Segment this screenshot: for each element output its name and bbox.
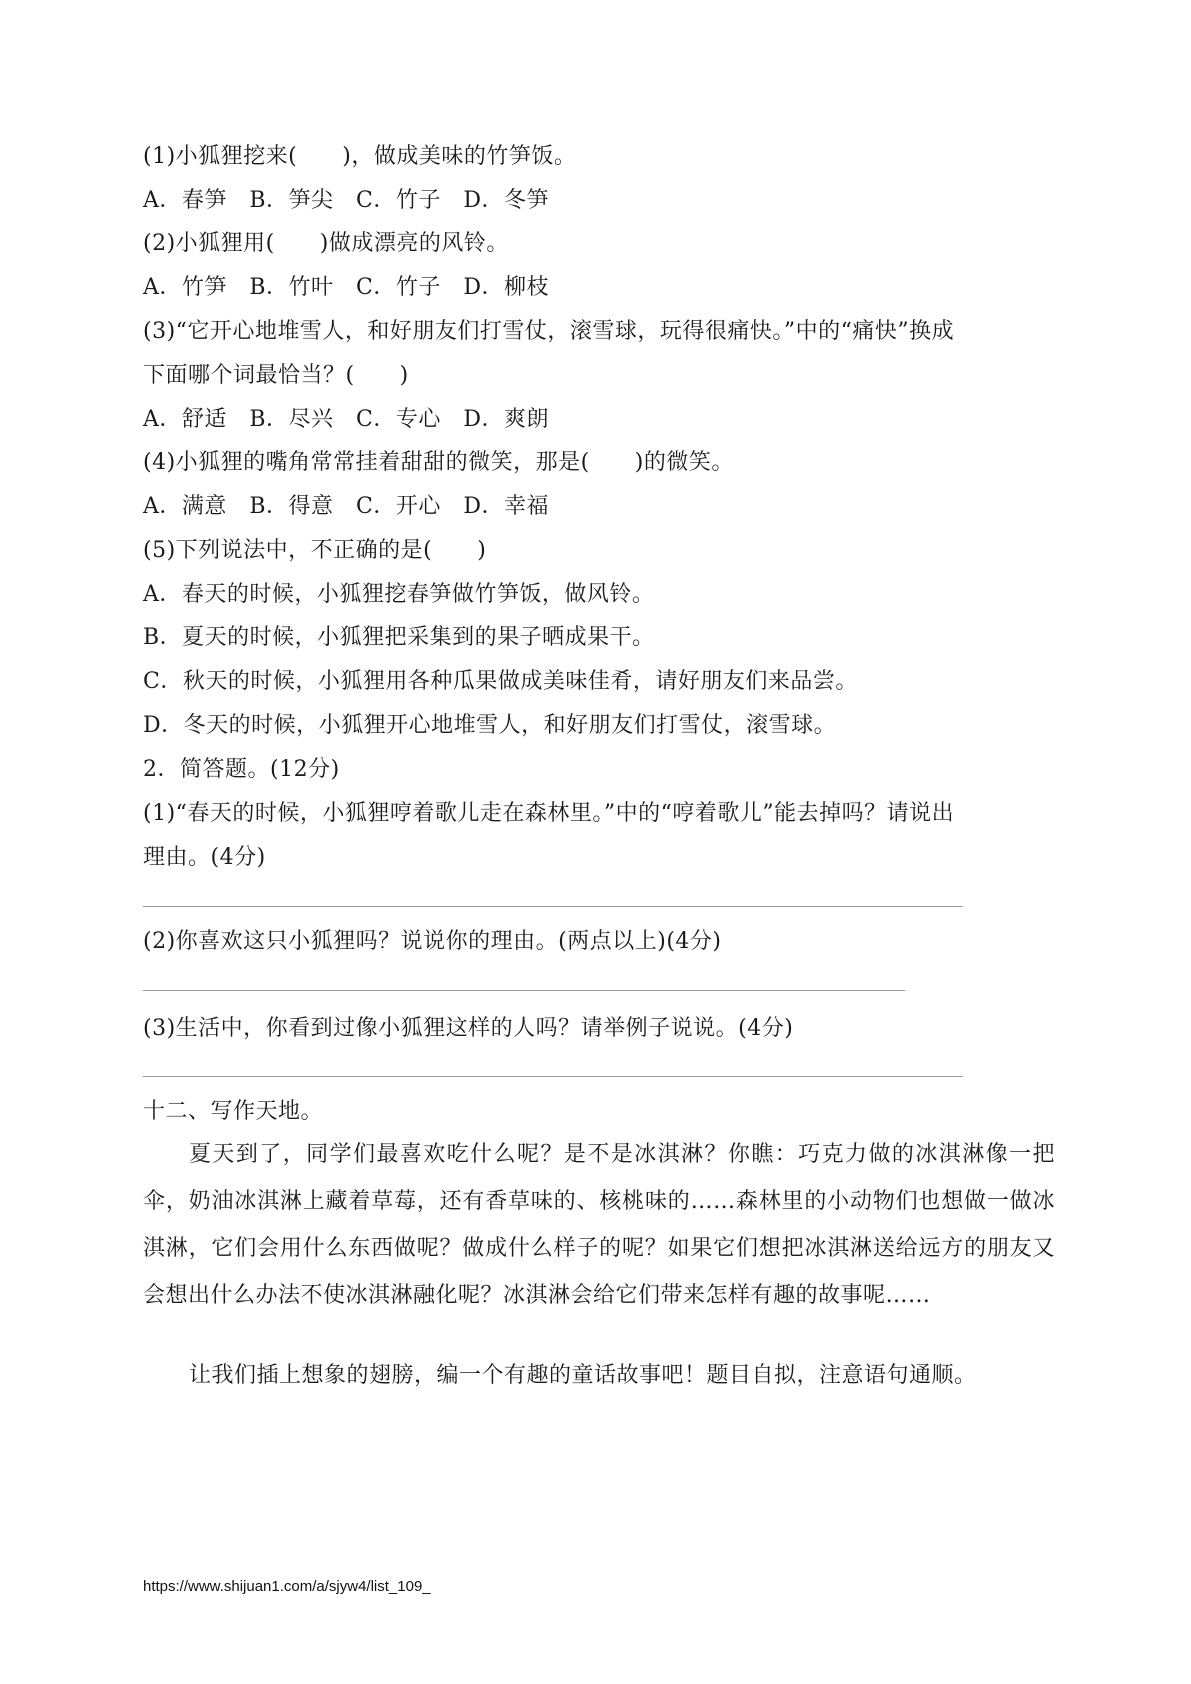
q5-option-d: D．冬天的时候，小狐狸开心地堆雪人，和好朋友们打雪仗，滚雪球。	[143, 713, 837, 738]
q1-options: A．春笋 B．笋尖 C．竹子 D．冬笋	[143, 188, 550, 213]
q2-options: A．竹笋 B．竹叶 C．竹子 D．柳枝	[143, 275, 550, 300]
q2-stem: (2)小狐狸用( )做成漂亮的风铃。	[143, 231, 509, 256]
answer-line-1[interactable]	[143, 906, 963, 907]
short-answer-item1-line1: (1)“春天的时候，小狐狸哼着歌儿走在森林里。”中的“哼着歌儿”能去掉吗？请说出	[143, 801, 955, 826]
answer-line-3[interactable]	[143, 1076, 963, 1077]
answer-line-2[interactable]	[143, 990, 905, 991]
q1-stem: (1)小狐狸挖来( )，做成美味的竹笋饭。	[143, 144, 577, 169]
q3-stem-line2: 下面哪个词最恰当？( )	[143, 363, 409, 388]
q4-stem: (4)小狐狸的嘴角常常挂着甜甜的微笑，那是( )的微笑。	[143, 450, 734, 475]
short-answer-item3: (3)生活中，你看到过像小狐狸这样的人吗？请举例子说说。(4分)	[143, 1016, 794, 1041]
footer-url[interactable]: https://www.shijuan1.com/a/sjyw4/list_109_	[143, 1578, 431, 1595]
q3-options: A．舒适 B．尽兴 C．专心 D．爽朗	[143, 407, 550, 432]
short-answer-item2: (2)你喜欢这只小狐狸吗？说说你的理由。(两点以上)(4分)	[143, 929, 722, 954]
q5-option-b: B．夏天的时候，小狐狸把采集到的果子晒成果干。	[143, 625, 655, 650]
writing-paragraph-2: 让我们插上想象的翅膀，编一个有趣的童话故事吧！题目自拟，注意语句通顺。	[189, 1363, 977, 1388]
q5-option-c: C．秋天的时候，小狐狸用各种瓜果做成美味佳肴，请好朋友们来品尝。	[143, 669, 858, 694]
q5-option-a: A．春天的时候，小狐狸挖春笋做竹笋饭，做风铃。	[143, 582, 655, 607]
writing-paragraph-1: 夏天到了，同学们最喜欢吃什么呢？是不是冰淇淋？你瞧：巧克力做的冰淇淋像一把伞，奶油冰淇淋上藏着草莓，还有香草味的、核桃味的……森林里的小动物们也想做一做冰淇淋，它们会用什么东西做呢？做成什么样子的呢？如果它们想把冰淇淋送给远方的朋友又会想出什么办法不使冰淇淋融化呢？冰淇淋会给它们带来怎样有趣的故事呢……	[143, 1142, 1055, 1308]
q4-options: A．满意 B．得意 C．开心 D．幸福	[143, 494, 550, 519]
short-answer-item1-line2: 理由。(4分)	[143, 845, 266, 870]
q3-stem-line1: (3)“它开心地堆雪人，和好朋友们打雪仗，滚雪球，玩得很痛快。”中的“痛快”换成	[143, 319, 955, 344]
writing-heading: 十二、写作天地。	[143, 1099, 324, 1124]
short-answer-heading: 2．简答题。(12分)	[143, 757, 340, 782]
q5-stem: (5)下列说法中，不正确的是( )	[143, 538, 487, 563]
